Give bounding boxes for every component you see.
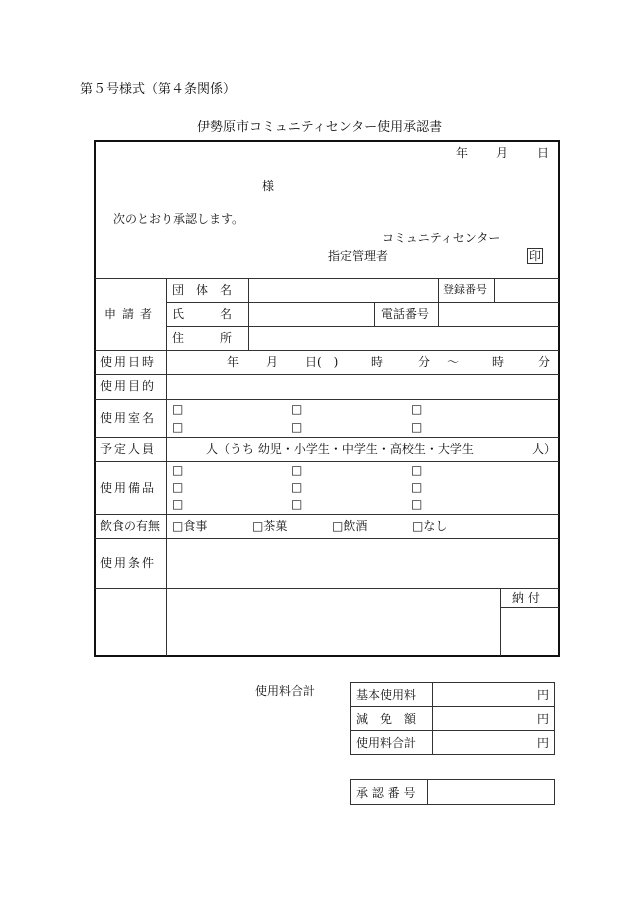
equipment-checkbox[interactable]: □ — [411, 497, 423, 511]
equipment-checkbox[interactable]: □ — [411, 480, 423, 494]
center-name: コミュニティセンター — [382, 231, 501, 245]
attendees-text: 人（うち 幼児・小学生・中学生・高校生・大学生 — [206, 442, 474, 456]
equipment-checkbox[interactable]: □ — [291, 463, 303, 477]
food-option-meal[interactable]: □食事 — [172, 519, 208, 533]
fee-basic-value: 円 — [432, 682, 555, 707]
conditions-label: 使用条件 — [100, 556, 157, 570]
manager-label: 指定管理者 — [328, 249, 389, 263]
payment-label: 納 付 — [512, 591, 540, 605]
usage-end-min: 分 — [538, 355, 551, 369]
food-option-snacks[interactable]: □茶菓 — [252, 519, 288, 533]
statement: 次のとおり承認します。 — [113, 212, 245, 226]
usage-end-hour: 時 — [492, 355, 505, 369]
usage-datetime-label: 使用日時 — [100, 355, 157, 369]
usage-start-min: 分 — [418, 355, 431, 369]
equipment-checkbox[interactable]: □ — [172, 480, 184, 494]
form-title: 伊勢原市コミュニティセンター使用承認書 — [197, 120, 443, 135]
equipment-checkbox[interactable]: □ — [172, 497, 184, 511]
room-checkbox[interactable]: □ — [411, 402, 423, 416]
name-label: 氏 名 — [172, 307, 233, 321]
applicant-label: 申請者 — [104, 307, 159, 321]
address-label: 住 所 — [172, 331, 233, 345]
usage-month: 月 — [266, 355, 279, 369]
date-month: 月 — [496, 146, 509, 160]
usage-start-hour: 時 — [371, 355, 384, 369]
usage-day: 日( ) — [305, 355, 339, 369]
equipment-checkbox[interactable]: □ — [411, 463, 423, 477]
food-option-none[interactable]: □なし — [412, 519, 448, 533]
purpose-label: 使用目的 — [100, 379, 157, 393]
phone-label: 電話番号 — [381, 307, 430, 321]
approval-number-field[interactable] — [427, 779, 555, 805]
room-checkbox[interactable]: □ — [291, 402, 303, 416]
equipment-checkbox[interactable]: □ — [291, 497, 303, 511]
seal-mark: 印 — [529, 249, 542, 263]
usage-tilde: ～ — [447, 355, 460, 369]
fee-total-value: 円 — [432, 730, 555, 755]
date-day: 日 — [537, 146, 550, 160]
fee-reduction-label: 減 免 額 — [350, 706, 433, 731]
addressee-suffix: 様 — [262, 179, 275, 193]
food-option-alcohol[interactable]: □飲酒 — [332, 519, 368, 533]
room-checkbox[interactable]: □ — [291, 420, 303, 434]
equipment-checkbox[interactable]: □ — [291, 480, 303, 494]
approval-number-label: 承 認 番 号 — [350, 779, 428, 805]
group-name-label: 団 体 名 — [172, 283, 233, 297]
attendees-label: 予定人員 — [100, 442, 157, 456]
room-checkbox[interactable]: □ — [411, 420, 423, 434]
fee-reduction-value: 円 — [432, 706, 555, 731]
rooms-label: 使用室名 — [100, 411, 157, 425]
equipment-checkbox[interactable]: □ — [172, 463, 184, 477]
fee-basic-label: 基本使用料 — [350, 682, 433, 707]
form-number: 第５号様式（第４条関係） — [80, 82, 237, 97]
food-label: 飲食の有無 — [100, 519, 161, 533]
room-checkbox[interactable]: □ — [172, 402, 184, 416]
registration-no-label: 登録番号 — [443, 283, 487, 296]
attendees-end: 人） — [532, 442, 557, 456]
date-year: 年 — [456, 146, 469, 160]
equipment-label: 使用備品 — [100, 481, 157, 495]
room-checkbox[interactable]: □ — [172, 420, 184, 434]
fees-label: 使用料合計 — [255, 684, 316, 698]
fee-total-label: 使用料合計 — [350, 730, 433, 755]
usage-year: 年 — [227, 355, 240, 369]
